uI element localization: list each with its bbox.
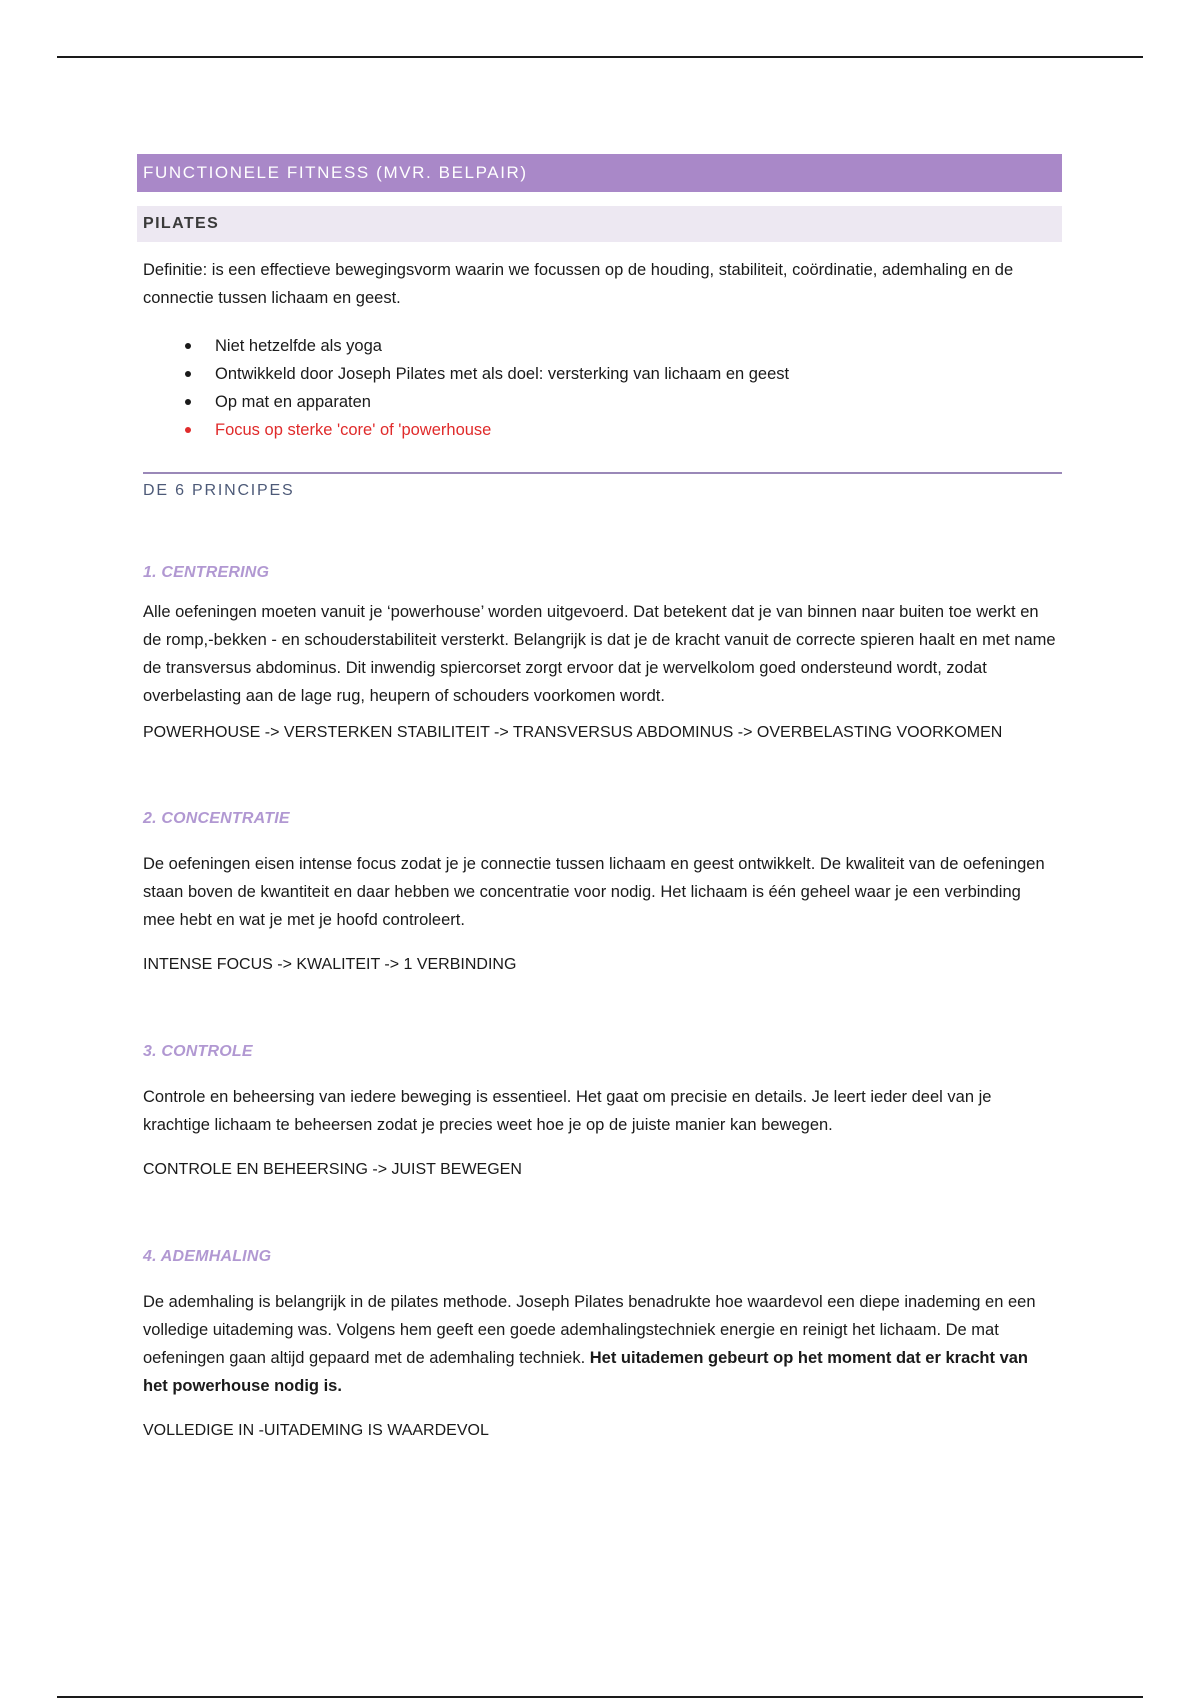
principle-text: Controle en beheersing van iedere beweging is essentieel. Het gaat om precisie en details. Je leert ieder deel van je krachtige lichaam te beheersen zodat je precies weet hoe je op de juiste manier kan bewegen. — [143, 1088, 992, 1134]
principle-text-regular: De ademhaling is belangrijk in de pilates methode. Joseph Pilates benadrukte hoe waardevol een diepe inademing en een volledige uitademing was. Volgens hem geeft een goede ademhalingstechniek energie en reinigt het lichaam. De mat oefeningen gaan altijd gepaard met de ademhaling techniek. — [143, 1293, 1036, 1367]
principle-summary: POWERHOUSE -> VERSTERKEN STABILITEIT -> TRANSVERSUS ABDOMINUS -> OVERBELASTING VOORKOMEN — [143, 724, 1003, 741]
document-title: FUNCTIONELE FITNESS (MVR. BELPAIR) — [137, 154, 1062, 192]
section-body — [137, 256, 1062, 444]
principle-summary: CONTROLE EN BEHEERSING -> JUIST BEWEGEN — [143, 1161, 522, 1178]
principles-heading: DE 6 PRINCIPES — [143, 482, 295, 499]
page-top-rule — [57, 56, 1143, 58]
section-title: PILATES — [137, 206, 1062, 242]
principle-heading: 4. ADEMHALING — [143, 1248, 272, 1265]
principle-text: Alle oefeningen moeten vanuit je ‘powerhouse’ worden uitgevoerd. Dat betekent dat je van binnen naar buiten toe werkt en de romp,-bekken - en schouderstabiliteit versterkt. Belangrijk is dat je de kracht vanuit de correcte spieren haalt en met name de transversus abdominus. Dit inwendig spiercorset zorgt ervoor dat je wervelkolom goed ondersteund wordt, zodat overbelasting aan de lage rug, heupern of schouders voorkomen wordt. — [143, 603, 1056, 705]
page-bottom-rule — [57, 1696, 1143, 1698]
principle-summary: INTENSE FOCUS -> KWALITEIT -> 1 VERBINDING — [143, 956, 517, 973]
principle-summary: VOLLEDIGE IN -UITADEMING IS WAARDEVOL — [143, 1422, 489, 1439]
bullet-list — [143, 332, 1056, 444]
principle-text-bold: Het uitademen gebeurt op het moment dat er kracht van het powerhouse nodig is. — [143, 1349, 1029, 1395]
list-item: Op mat en apparaten — [143, 388, 1056, 416]
list-item: Niet hetzelfde als yoga — [143, 332, 1056, 360]
principle-heading: 1. CENTRERING — [143, 564, 270, 581]
principle-heading: 2. CONCENTRATIE — [143, 810, 290, 827]
principle-text — [143, 1288, 1056, 1400]
principles-body — [137, 564, 1062, 1444]
principle-text: De oefeningen eisen intense focus zodat je je connectie tussen lichaam en geest ontwikkelt. De kwaliteit van de oefeningen staan boven de kwantiteit en daar hebben we concentratie voor nodig. Het lichaam is één geheel waar je een verbinding mee hebt en wat je met je hoofd controleert. — [143, 855, 1045, 929]
list-item: Ontwikkeld door Joseph Pilates met als doel: versterking van lichaam en geest — [143, 360, 1056, 388]
principle-heading: 3. CONTROLE — [143, 1043, 253, 1060]
list-item-highlighted: Focus op sterke 'core' of 'powerhouse — [143, 416, 1056, 444]
definition-paragraph: Definitie: is een effectieve bewegingsvorm waarin we focussen op de houding, stabiliteit, coördinatie, ademhaling en de connectie tussen lichaam en geest. — [143, 261, 1014, 307]
document-content — [137, 154, 1062, 1444]
heading-divider — [143, 472, 1062, 474]
